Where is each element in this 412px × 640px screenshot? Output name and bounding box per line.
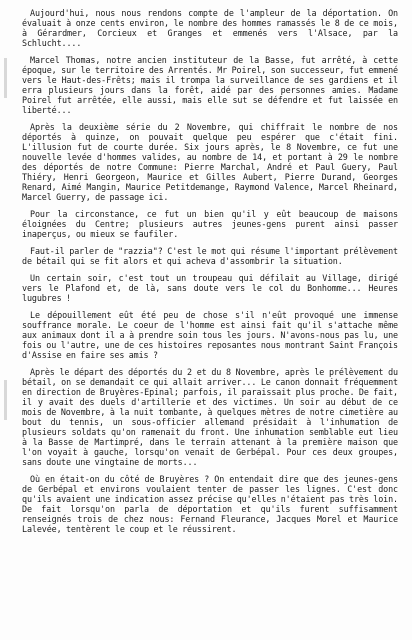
paragraph: Le dépouillement eût été peu de chose s'il n'eût provoqué une immense souffrance morale. Le coeur de l'homme est ainsi fait qu'il s'attache même aux animaux dont il a à prendre soin tous les jours. N'avons-nous pas lu, une fois ou l'autre, une de ces histoires reposantes nous montrant Saint François d'Assise en faire ses amis ? (22, 310, 398, 360)
paragraph: Pour la circonstance, ce fut un bien qu'il y eût beaucoup de maisons éloignées du Centre; plusieurs autres jeunes-gens purent ainsi passer inaperçus, ou mieux se faufiler. (22, 209, 398, 239)
margin-shading (4, 58, 7, 98)
paragraph: Après le départ des déportés du 2 et du 8 Novembre, après le prélèvement du bétail, on se demandait ce qui allait arriver... Le canon donnait fréquemment en direction de Bruyères-Epinal; parfois, il paraissait plus proche. De fait, il y avait des duels d'artillerie et des victimes. Un soir au début de ce mois de Novembre, à la nuit tombante, à quelques mètres de notre cimetière au bout du tennis, un sous-officier allemand présidait à l'inhumation de plusieurs soldats qu'on ramenait du front. Une inhumation semblable eut lieu à la Basse de Martimpré, dans le terrain attenant à la première maison que l'on voyait à gauche, lorsqu'on venait de Gerbépal. Pour ces deux groupes, sans doute une vingtaine de morts... (22, 367, 398, 467)
paragraph: Faut-il parler de "razzia"? C'est le mot qui résume l'important prélèvement de bétail qui se fit alors et qui acheva d'assombrir la situation. (22, 246, 398, 266)
paragraph: Après la deuxième série du 2 Novembre, qui chiffrait le nombre de nos déportés à quinze, on pouvait quelque peu espérer que c'était fini. L'illusion fut de courte durée. Six jours après, le 8 Novembre, ce fut une nouvelle levée d'hommes valides, au nombre de 14, et portant à 29 le nombre des déportés de notre Commune: Pierre Marchal, André et Paul Guery, Paul Thiéry, Henri Georgeon, Maurice et Gilles Aubert, Pierre Durand, Georges Renard, Aimé Mangin, Maurice Petitdemange, Raymond Valence, Marcel Rheinard, Marcel Guerry, de passage ici. (22, 122, 398, 202)
paragraph: Marcel Thomas, notre ancien instituteur de la Basse, fut arrêté, à cette époque, sur le territoire des Arrentés. Mr Poirel, son successeur, fut emmené vers le Haut-des-Frêts; mais il trompa la surveillance de ses gardiens et il erra plusieurs jours dans la forêt, aidé par des personnes amies. Madame Poirel fut arrêtée, elle aussi, mais elle sut se défendre et fut laissée en liberté... (22, 55, 398, 115)
paragraph: Aujourd'hui, nous nous rendons compte de l'ampleur de la déportation. On évaluait à onze cents environ, le nombre des hommes ramassés le 8 de ce mois, à Gérardmer, Corcieux et Granges et emmenés vers l'Alsace, par la Schlucht.... (22, 8, 398, 48)
margin-shading (4, 380, 7, 420)
paragraph: Où en était-on du côté de Bruyères ? On entendait dire que des jeunes-gens de Gerbépal et environs voulaient tenter de passer les lignes. C'est donc qu'ils avaient une indication assez précise qu'elles n'étaient pas très loin. De fait lorsqu'on parla de déportation et qu'ils furent suffisamment renseignés trois de chez nous: Fernand Fleurance, Jacques Morel et Maurice Lalevée, tentèrent le coup et le réussirent. (22, 474, 398, 534)
paragraph: Un certain soir, c'est tout un troupeau qui défilait au Village, dirigé vers le Plafond et, de là, sans doute vers le col du Bonhomme... Heures lugubres ! (22, 273, 398, 303)
